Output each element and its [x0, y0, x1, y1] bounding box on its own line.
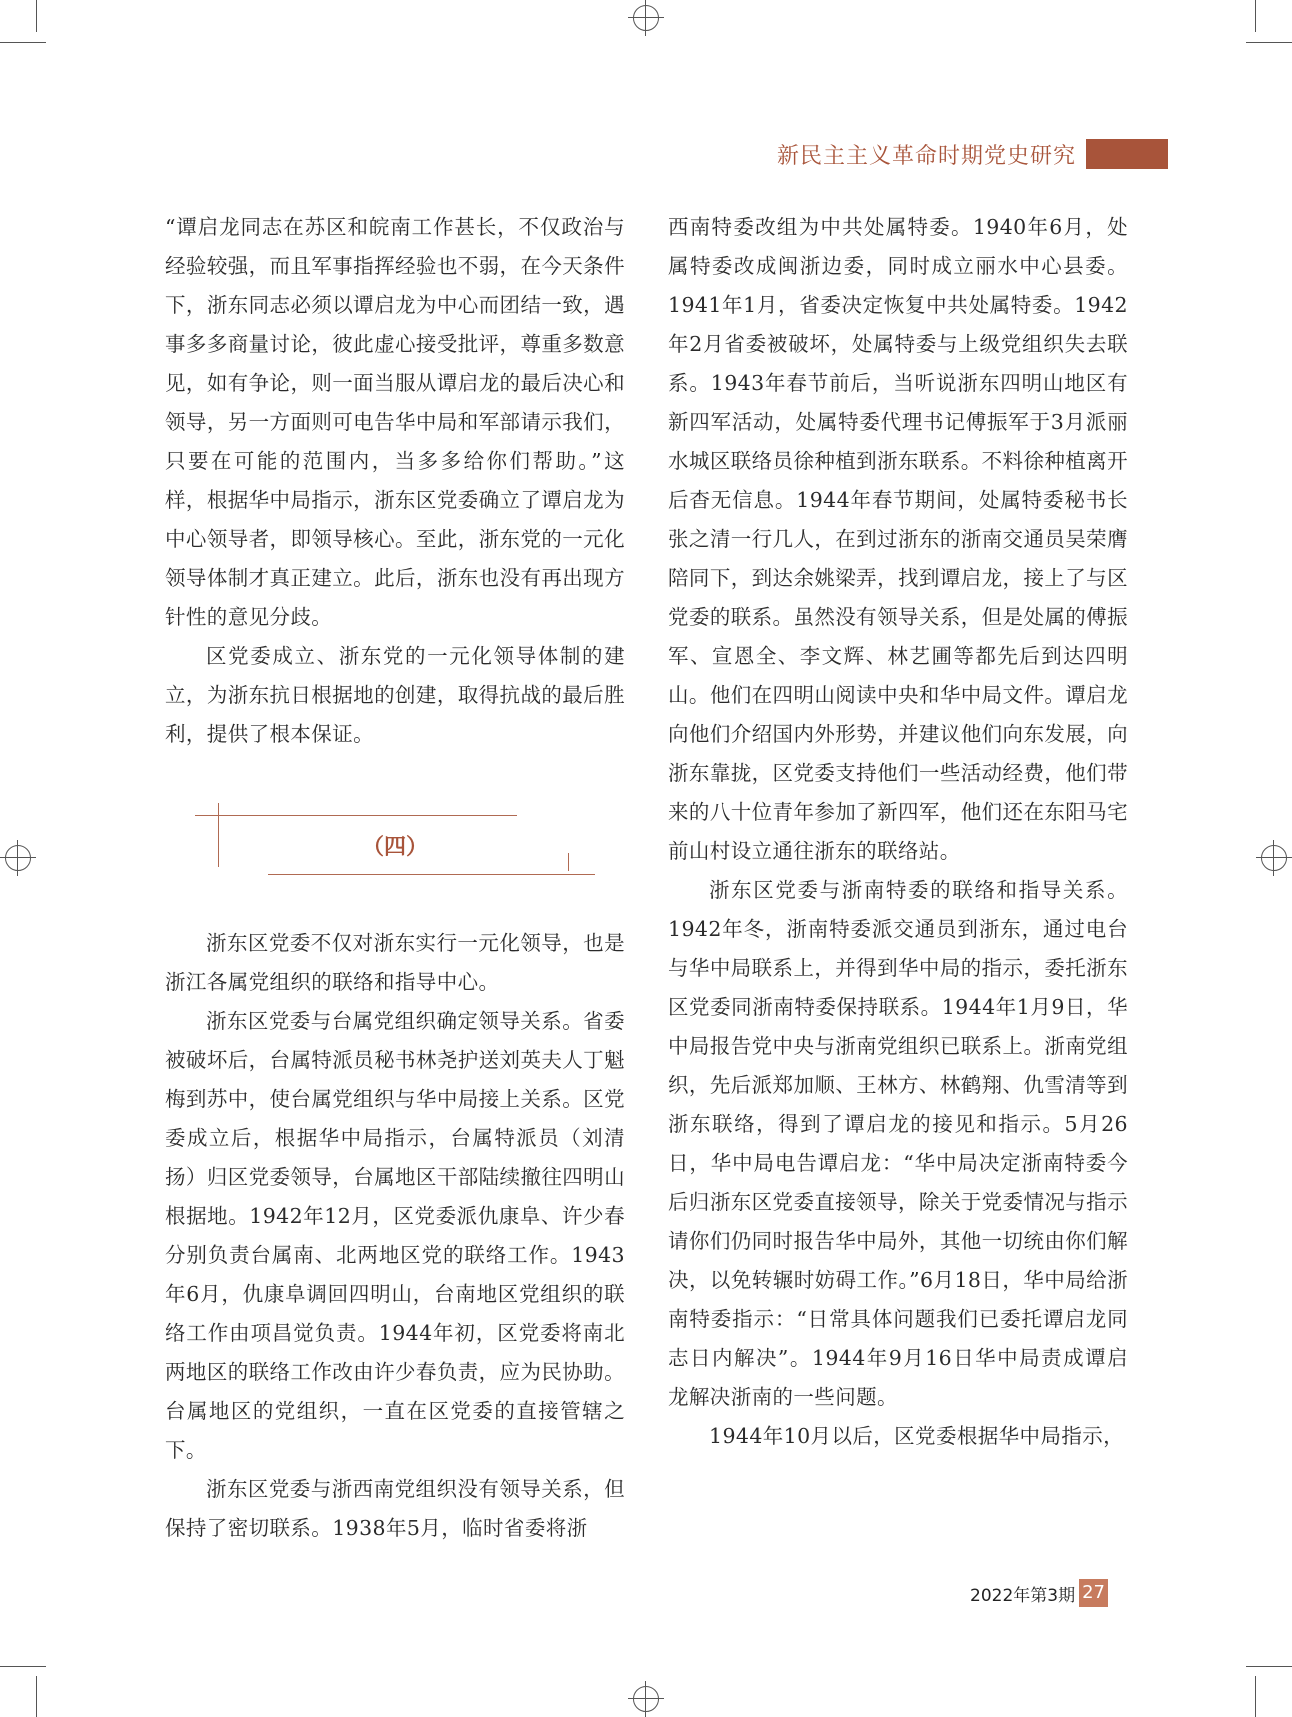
header-color-bar [1086, 139, 1168, 169]
paragraph: 浙东区党委不仅对浙东实行一元化领导，也是浙江各属党组织的联络和指导中心。 [165, 931, 625, 994]
registration-mark [1256, 840, 1292, 876]
crop-mark [36, 1676, 37, 1717]
running-header [700, 137, 1168, 171]
section-rule [268, 874, 595, 875]
left-column [165, 208, 625, 754]
left-column-lower [165, 924, 625, 1548]
paragraph: 西南特委改组为中共处属特委。1940年6月，处属特委改成闽浙边委，同时成立丽水中心县委。1941年1月，省委决定恢复中共处属特委。1942年2月省委被破坏，处属特委与上级党组织失去联系。1943年春节前后，当听说浙东四明山地区有新四军活动，处属特委代理书记傅振军于3月派丽水城区联络员徐种植到浙东联系。不料徐种植离开后杳无信息。1944年春节期间，处属特委秘书长张之清一行几人，在到过浙东的浙南交通员吴荣膺陪同下，到达余姚梁弄，找到谭启龙，接上了与区党委的联系。虽然没有领导关系，但是处属的傅振军、宣恩全、李文辉、林艺圃等都先后到达四明山。他们在四明山阅读中央和华中局文件。谭启龙向他们介绍国内外形势，并建议他们向东发展，向浙东靠拢，区党委支持他们一些活动经费，他们带来的八十位青年参加了新四军，他们还在东阳马宅前山村设立通往浙东的联络站。 [668, 215, 1128, 863]
crop-mark [1255, 1676, 1256, 1717]
crop-mark [0, 42, 46, 43]
paragraph: 区党委成立、浙东党的一元化领导体制的建立，为浙东抗日根据地的创建，取得抗战的最后胜利，提供了根本保证。 [165, 644, 625, 746]
paragraph: 浙东区党委与浙西南党组织没有领导关系，但保持了密切联系。1938年5月，临时省委将浙 [165, 1477, 625, 1540]
right-column [668, 208, 1128, 1456]
crop-mark [1246, 42, 1292, 43]
page-number: 27 [1079, 1579, 1108, 1607]
issue-label: 2022年第3期 [970, 1585, 1076, 1606]
paragraph: 浙东区党委与浙南特委的联络和指导关系。1942年冬，浙南特委派交通员到浙东，通过电台与华中局联系上，并得到华中局的指示，委托浙东区党委同浙南特委保持联系。1944年1月9日，华中局报告党中央与浙南党组织已联系上。浙南党组织，先后派郑加顺、王林方、林鹤翔、仇雪清等到浙东联络，得到了谭启龙的接见和指示。5月26日，华中局电告谭启龙：“华中局决定浙南特委今后归浙东区党委直接领导，除关于党委情况与指示请你们仍同时报告华中局外，其他一切统由你们解决，以免转辗时妨碍工作。”6月18日，华中局给浙南特委指示：“日常具体问题我们已委托谭启龙同志日内解决”。1944年9月16日华中局责成谭启龙解决浙南的一些问题。 [668, 878, 1128, 1409]
registration-mark [628, 0, 664, 36]
section-label: （四） [361, 835, 428, 860]
running-header-title: 新民主主义革命时期党史研究 [776, 143, 1076, 169]
registration-mark [628, 1681, 664, 1717]
crop-mark [1246, 1666, 1292, 1667]
crop-mark [0, 1666, 46, 1667]
section-rule [195, 815, 517, 816]
folio [970, 1578, 1108, 1608]
crop-mark [36, 0, 37, 32]
section-heading [165, 800, 625, 880]
paragraph: 1944年10月以后，区党委根据华中局指示， [709, 1424, 1125, 1448]
crop-mark [1255, 0, 1256, 32]
registration-mark [0, 840, 36, 876]
paragraph: 浙东区党委与台属党组织确定领导关系。省委被破坏后，台属特派员秘书林尧护送刘英夫人丁魁梅到苏中，使台属党组织与华中局接上关系。区党委成立后，根据华中局指示，台属特派员（刘清扬）归区党委领导，台属地区干部陆续撤往四明山根据地。1942年12月，区党委派仇康阜、许少春分别负责台属南、北两地区党的联络工作。1943年6月，仇康阜调回四明山，台南地区党组织的联络工作由项昌觉负责。1944年初，区党委将南北两地区的联络工作改由许少春负责，应为民协助。台属地区的党组织，一直在区党委的直接管辖之下。 [165, 1009, 625, 1462]
paragraph: “谭启龙同志在苏区和皖南工作甚长，不仅政治与经验较强，而且军事指挥经验也不弱，在今天条件下，浙东同志必须以谭启龙为中心而团结一致，遇事多多商量讨论，彼此虚心接受批评，尊重多数意见，如有争论，则一面当服从谭启龙的最后决心和领导，另一方面则可电告华中局和军部请示我们，只要在可能的范围内，当多多给你们帮助。”这样，根据华中局指示，浙东区党委确立了谭启龙为中心领导者，即领导核心。至此，浙东党的一元化领导体制才真正建立。此后，浙东也没有再出现方针性的意见分歧。 [165, 215, 625, 629]
